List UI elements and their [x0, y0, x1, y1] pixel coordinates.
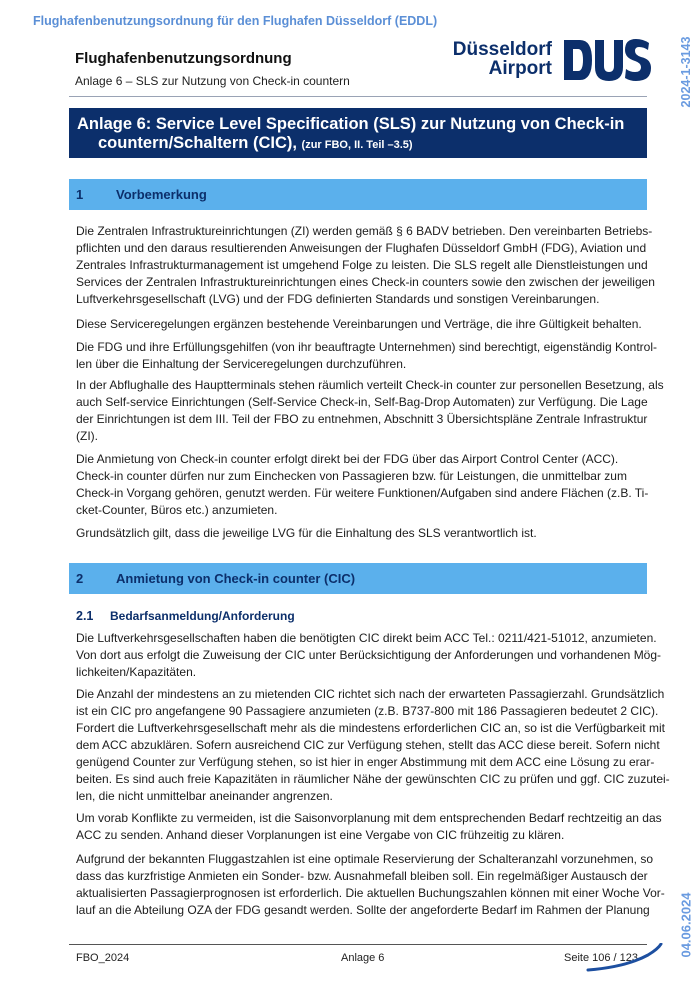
footer-center: Anlage 6 — [341, 952, 385, 964]
paragraph: Die Anmietung von Check-in counter erfolgt direkt bei der FDG über das Airport Control Center (ACC). Check-in counter dürfen nur zum Einchecken von Passagieren bzw. für Leistungen, die unmittelbar zum Check-in Vorgang gehören, genutzt werden. Für weitere Funktionen/Aufgaben sind andere Flächen (z.B. Ti- cket-Counter, Büros etc.) anzumieten. — [76, 452, 649, 517]
logo-line2: Airport — [488, 58, 552, 79]
document-title: Flughafenbenutzungsordnung — [75, 50, 292, 67]
footer-left: FBO_2024 — [76, 952, 130, 964]
footer-swoosh-graphic — [586, 943, 666, 973]
running-header: Flughafenbenutzungsordnung für den Flughafen Düsseldorf (EDDL) — [33, 14, 438, 28]
paragraph: Aufgrund der bekannten Fluggastzahlen ist eine optimale Reservierung der Schalteranzahl vorzunehmen, so dass das kurzfristige Anmieten ein Sonder- bzw. Ausnahmefall bleiben soll. Ein regelmäßiger Austausch der aktualisierten Passagierprognosen ist erforderlich. Die aktuellen Buchungszahlen können mit einer Woche Vor- lauf an die Abteilung OZA der FDG gesandt werden. Sollte der angeforderte Bedarf im Rahmen der Planung — [76, 852, 665, 917]
title-banner — [69, 108, 647, 158]
paragraph: Diese Serviceregelungen ergänzen bestehende Vereinbarungen und Verträge, die ihre Gültigkeit behalten. — [76, 317, 642, 331]
document-subtitle: Anlage 6 – SLS zur Nutzung von Check-in countern — [75, 74, 350, 88]
paragraph: Die Zentralen Infrastruktureinrichtungen (ZI) werden gemäß § 6 BADV betrieben. Den vereinbarten Betriebs- pflichten und den daraus resultierenden Anweisungen der Flughafen Düsseldorf GmbH (FDG), Aviation und Zentrales Infrastrukturmanagement ist umgehend Folge zu leisten. Die SLS regelt alle Dienstleistungen und Services der Zentralen Infrastruktureinrichtungen eines Check-in counters sowie den zwischen der jeweiligen Luftverkehrsgesellschaft (LVG) und der FDG definierten Standards und sonstigen Vereinbarungen. — [76, 224, 655, 306]
footer-divider — [69, 944, 647, 945]
subsection-heading — [76, 609, 295, 623]
banner-title-line1: Anlage 6: Service Level Specification (SLS) zur Nutzung von Check-in — [77, 115, 625, 133]
section-title: Vorbemerkung — [116, 187, 207, 202]
subsection-number: 2.1 — [76, 609, 94, 623]
section-heading-1 — [69, 179, 647, 210]
logo-line1: Düsseldorf — [452, 39, 552, 60]
section-number: 1 — [76, 187, 84, 202]
section-number: 2 — [76, 571, 84, 586]
section-heading-2 — [69, 563, 647, 594]
paragraph: Die FDG und ihre Erfüllungsgehilfen (von ihr beauftragte Unternehmen) sind berechtigt, eigenständig Kontrol- len über die Einhaltung der Serviceregelungen durchzuführen. — [76, 340, 657, 371]
subsection-title: Bedarfsanmeldung/Anforderung — [110, 609, 295, 623]
side-document-code: 2024-1-3143 — [679, 36, 693, 108]
paragraph: Die Anzahl der mindestens an zu mietenden CIC richtet sich nach der erwarteten Passagierzahl. Grundsätzlich ist ein CIC pro angefangene 90 Passagiere anzumieten (z.B. B737-800 mit 186 Passagieren bedeutet 2 CIC). Fordert die Luftverkehrsgesellschaft mehr als die mindestens erforderlichen CIC an, so ist die Verfügbarkeit mit dem ACC abzuklären. Sofern ausreichend CIC zur Verfügung stehen, stellt das ACC diese bereit. Sofern nicht genügend Counter zur Verfügung stehen, so ist hier in enger Abstimmung mit dem ACC eine Lösung zu erar- beiten. Es sind auch freie Kapazitäten in räumlicher Nähe der gewünschten CIC zu prüfen und ggf. CIC zuzutei- len, die nicht unmittelbar aneinander angrenzen. — [76, 687, 670, 803]
banner-reference: (zur FBO, II. Teil –3.5) — [301, 139, 413, 151]
paragraph: Die Luftverkehrsgesellschaften haben die benötigten CIC direkt beim ACC Tel.: 0211/421-51012, anzumieten. Von dort aus erfolgt die Zuweisung der CIC unter Berücksichtigung der Anforderungen und vorhandenen Mög- lichkeiten/Kapazitäten. — [76, 631, 662, 679]
paragraph: Um vorab Konflikte zu vermeiden, ist die Saisonvorplanung mit dem entsprechenden Bedarf rechtzeitig an das ACC zu senden. Anhand dieser Vorplanungen ist eine Vergabe von CIC frühzeitig zu klären. — [76, 811, 662, 842]
banner-title-line2: countern/Schaltern (CIC), (zur FBO, II. Teil –3.5) — [98, 134, 413, 152]
paragraph: Grundsätzlich gilt, dass die jeweilige LVG für die Einhaltung des SLS verantwortlich ist. — [76, 526, 537, 540]
side-document-date: 04.06.2024 — [678, 892, 694, 958]
header-divider — [69, 96, 647, 97]
airport-logo — [448, 38, 652, 86]
dus-logo-mark — [564, 38, 652, 82]
section-title: Anmietung von Check-in counter (CIC) — [116, 571, 356, 586]
paragraph: In der Abflughalle des Hauptterminals stehen räumlich verteilt Check-in counter zur personellen Besetzung, als auch Self-service Einrichtungen (Self-Service Check-in, Self-Bag-Drop Automaten) zur Verfügung. Die Lage der Einrichtungen ist dem III. Teil der FBO zu entnehmen, Abschnitt 3 Übersichtspläne Zentrale Infrastruktur (ZI). — [76, 378, 664, 443]
footer-page-number: Seite 106 / 123 — [564, 952, 639, 964]
